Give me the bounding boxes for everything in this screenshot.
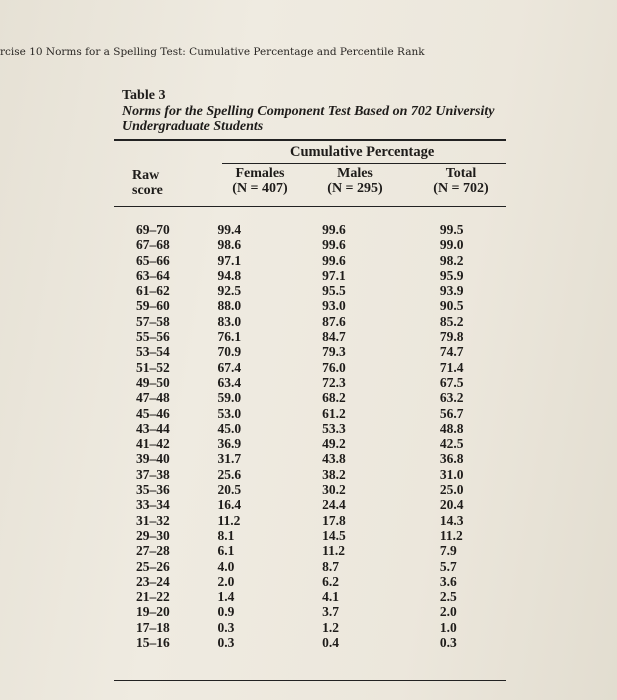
table-row (136, 604, 506, 619)
cell-females: 94.8 (217, 267, 242, 283)
cell-raw: 29–30 (136, 527, 170, 543)
col-header-males (312, 166, 398, 196)
col-header-females-line2: (N = 407) (232, 181, 288, 196)
cell-raw: 25–26 (136, 558, 170, 574)
cell-raw: 69–70 (136, 222, 170, 237)
cell-females: 70.9 (217, 344, 242, 360)
cell-raw: 55–56 (136, 329, 170, 345)
cell-females: 53.0 (217, 405, 242, 421)
cell-total: 67.5 (439, 374, 464, 390)
cell-raw: 19–20 (136, 604, 170, 620)
cell-raw: 21–22 (136, 589, 170, 605)
col-header-females-line1: Females (235, 166, 285, 181)
table-row (136, 497, 506, 512)
col-header-total-line2: (N = 702) (433, 181, 489, 196)
cell-total: 63.2 (439, 390, 464, 406)
exercise-header: rcise 10 Norms for a Spelling Test: Cumulative Percentage and Percentile Rank (0, 46, 425, 58)
cell-females: 88.0 (217, 298, 242, 314)
table-row (136, 268, 506, 283)
col-header-males-line1: Males (337, 166, 373, 181)
cell-females: 11.2 (217, 512, 241, 528)
cell-total: 3.6 (439, 573, 457, 589)
cell-males: 68.2 (322, 390, 346, 406)
cell-raw: 31–32 (136, 512, 170, 528)
cell-raw: 41–42 (136, 436, 170, 452)
cell-total: 2.0 (439, 604, 457, 620)
cell-females: 20.5 (217, 482, 242, 498)
cell-total: 2.5 (439, 589, 457, 605)
cell-females: 31.7 (217, 451, 242, 467)
cell-raw: 57–58 (136, 313, 170, 329)
table-row (136, 237, 506, 252)
cell-raw: 61–62 (136, 283, 170, 299)
table-row (136, 375, 506, 390)
cell-raw: 47–48 (136, 390, 170, 406)
col-header-females (218, 166, 302, 196)
cell-total: 99.0 (439, 237, 464, 253)
cell-males: 8.7 (322, 558, 339, 574)
table-row (136, 406, 506, 421)
table-row (136, 543, 506, 558)
table-top-rule (114, 139, 506, 141)
cell-raw: 63–64 (136, 267, 170, 283)
cell-females: 1.4 (217, 589, 235, 605)
cell-females: 83.0 (217, 313, 242, 329)
cell-total: 85.2 (439, 313, 464, 329)
cell-males: 11.2 (322, 543, 345, 559)
cell-total: 56.7 (439, 405, 464, 421)
cell-females: 0.3 (217, 619, 235, 635)
cell-females: 92.5 (217, 283, 242, 299)
table-row (136, 360, 506, 375)
group-heading-rule (222, 163, 506, 164)
cell-raw: 39–40 (136, 451, 170, 467)
cell-raw: 35–36 (136, 482, 170, 498)
cell-females: 16.4 (217, 497, 242, 513)
cell-total: 74.7 (439, 344, 464, 360)
cell-raw: 15–16 (136, 635, 170, 651)
col-header-raw-score (132, 168, 182, 198)
table-row (136, 528, 506, 543)
cell-raw: 17–18 (136, 619, 170, 635)
cell-total: 95.9 (439, 267, 464, 283)
cell-males: 99.6 (322, 222, 346, 237)
cell-total: 93.9 (439, 283, 464, 299)
col-header-total (418, 166, 504, 196)
cell-males: 38.2 (322, 466, 346, 482)
cell-females: 25.6 (217, 466, 242, 482)
cell-females: 99.4 (217, 222, 242, 237)
cell-raw: 65–66 (136, 252, 170, 268)
cell-total: 98.2 (439, 252, 464, 268)
table-row (136, 620, 506, 635)
cell-total: 42.5 (439, 436, 464, 452)
cell-males: 3.7 (322, 604, 339, 620)
table-row (136, 559, 506, 574)
cell-females: 97.1 (217, 252, 242, 268)
cell-females: 8.1 (217, 527, 235, 543)
table-row (136, 298, 506, 313)
cell-males: 99.6 (322, 252, 346, 268)
col-header-raw-line1: Raw (132, 168, 160, 183)
cell-males: 6.2 (322, 573, 339, 589)
table-row (136, 329, 506, 344)
cell-total: 7.9 (439, 543, 457, 559)
cell-total: 31.0 (439, 466, 464, 482)
cell-females: 67.4 (217, 359, 242, 375)
cell-raw: 37–38 (136, 466, 170, 482)
table-row (136, 344, 506, 359)
cell-males: 1.2 (322, 619, 339, 635)
cell-raw: 45–46 (136, 405, 170, 421)
cell-males: 4.1 (322, 589, 339, 605)
cell-females: 59.0 (217, 390, 242, 406)
cell-males: 79.3 (322, 344, 346, 360)
table-row (136, 253, 506, 268)
col-header-males-line2: (N = 295) (327, 181, 383, 196)
table-row (136, 421, 506, 436)
cell-total: 48.8 (439, 420, 464, 436)
cell-raw: 51–52 (136, 359, 170, 375)
cell-total: 99.5 (439, 222, 464, 237)
cell-raw: 43–44 (136, 420, 170, 436)
table-row (136, 451, 506, 466)
col-header-total-line1: Total (445, 166, 477, 181)
cell-total: 36.8 (439, 451, 464, 467)
cell-males: 30.2 (322, 482, 346, 498)
cell-males: 17.8 (322, 512, 346, 528)
cumulative-percentage-heading: Cumulative Percentage (290, 144, 435, 160)
cell-males: 95.5 (322, 283, 346, 299)
cell-total: 71.4 (439, 359, 464, 375)
cell-raw: 67–68 (136, 237, 170, 253)
table-header-rule (114, 206, 506, 207)
cell-total: 5.7 (439, 558, 457, 574)
cell-females: 45.0 (217, 420, 242, 436)
table-body (136, 222, 506, 650)
cell-females: 0.3 (217, 635, 235, 651)
cell-raw: 59–60 (136, 298, 170, 314)
table-row (136, 513, 506, 528)
cell-males: 0.4 (322, 635, 339, 651)
cell-males: 76.0 (322, 359, 346, 375)
cell-females: 36.9 (217, 436, 242, 452)
cell-females: 0.9 (217, 604, 235, 620)
cell-males: 53.3 (322, 420, 346, 436)
table-row (136, 589, 506, 604)
cell-males: 84.7 (322, 329, 346, 345)
cell-males: 24.4 (322, 497, 346, 513)
cell-raw: 49–50 (136, 374, 170, 390)
table-row (136, 467, 506, 482)
cell-raw: 53–54 (136, 344, 170, 360)
cell-raw: 33–34 (136, 497, 170, 513)
cell-total: 11.2 (439, 527, 463, 543)
table-row (136, 574, 506, 589)
cell-males: 49.2 (322, 436, 346, 452)
cell-males: 93.0 (322, 298, 346, 314)
table-label: Table 3 (122, 88, 166, 103)
cell-total: 79.8 (439, 329, 464, 345)
table-row (136, 390, 506, 405)
table-row (136, 314, 506, 329)
table-row (136, 222, 506, 237)
cell-males: 97.1 (322, 267, 346, 283)
cell-females: 6.1 (217, 543, 235, 559)
cell-raw: 27–28 (136, 543, 170, 559)
cell-total: 1.0 (439, 619, 457, 635)
cell-total: 20.4 (439, 497, 464, 513)
col-header-raw-line2: score (132, 183, 163, 198)
table-row (136, 436, 506, 451)
cell-females: 98.6 (217, 237, 242, 253)
cell-males: 72.3 (322, 374, 346, 390)
cell-males: 61.2 (322, 405, 346, 421)
cell-total: 0.3 (439, 635, 457, 651)
cell-females: 76.1 (217, 329, 242, 345)
cell-males: 99.6 (322, 237, 346, 253)
table-caption: Norms for the Spelling Component Test Based on 702 University Undergraduate Students (122, 104, 495, 134)
cell-raw: 23–24 (136, 573, 170, 589)
cell-females: 2.0 (217, 573, 235, 589)
cell-males: 14.5 (322, 527, 346, 543)
table-row (136, 283, 506, 298)
table-bottom-rule (114, 680, 506, 681)
cell-females: 63.4 (217, 374, 242, 390)
table-row (136, 482, 506, 497)
table-row (136, 635, 506, 650)
cell-males: 43.8 (322, 451, 346, 467)
cell-males: 87.6 (322, 313, 346, 329)
cell-total: 25.0 (439, 482, 464, 498)
cell-females: 4.0 (217, 558, 235, 574)
cell-total: 14.3 (439, 512, 464, 528)
cell-total: 90.5 (439, 298, 464, 314)
